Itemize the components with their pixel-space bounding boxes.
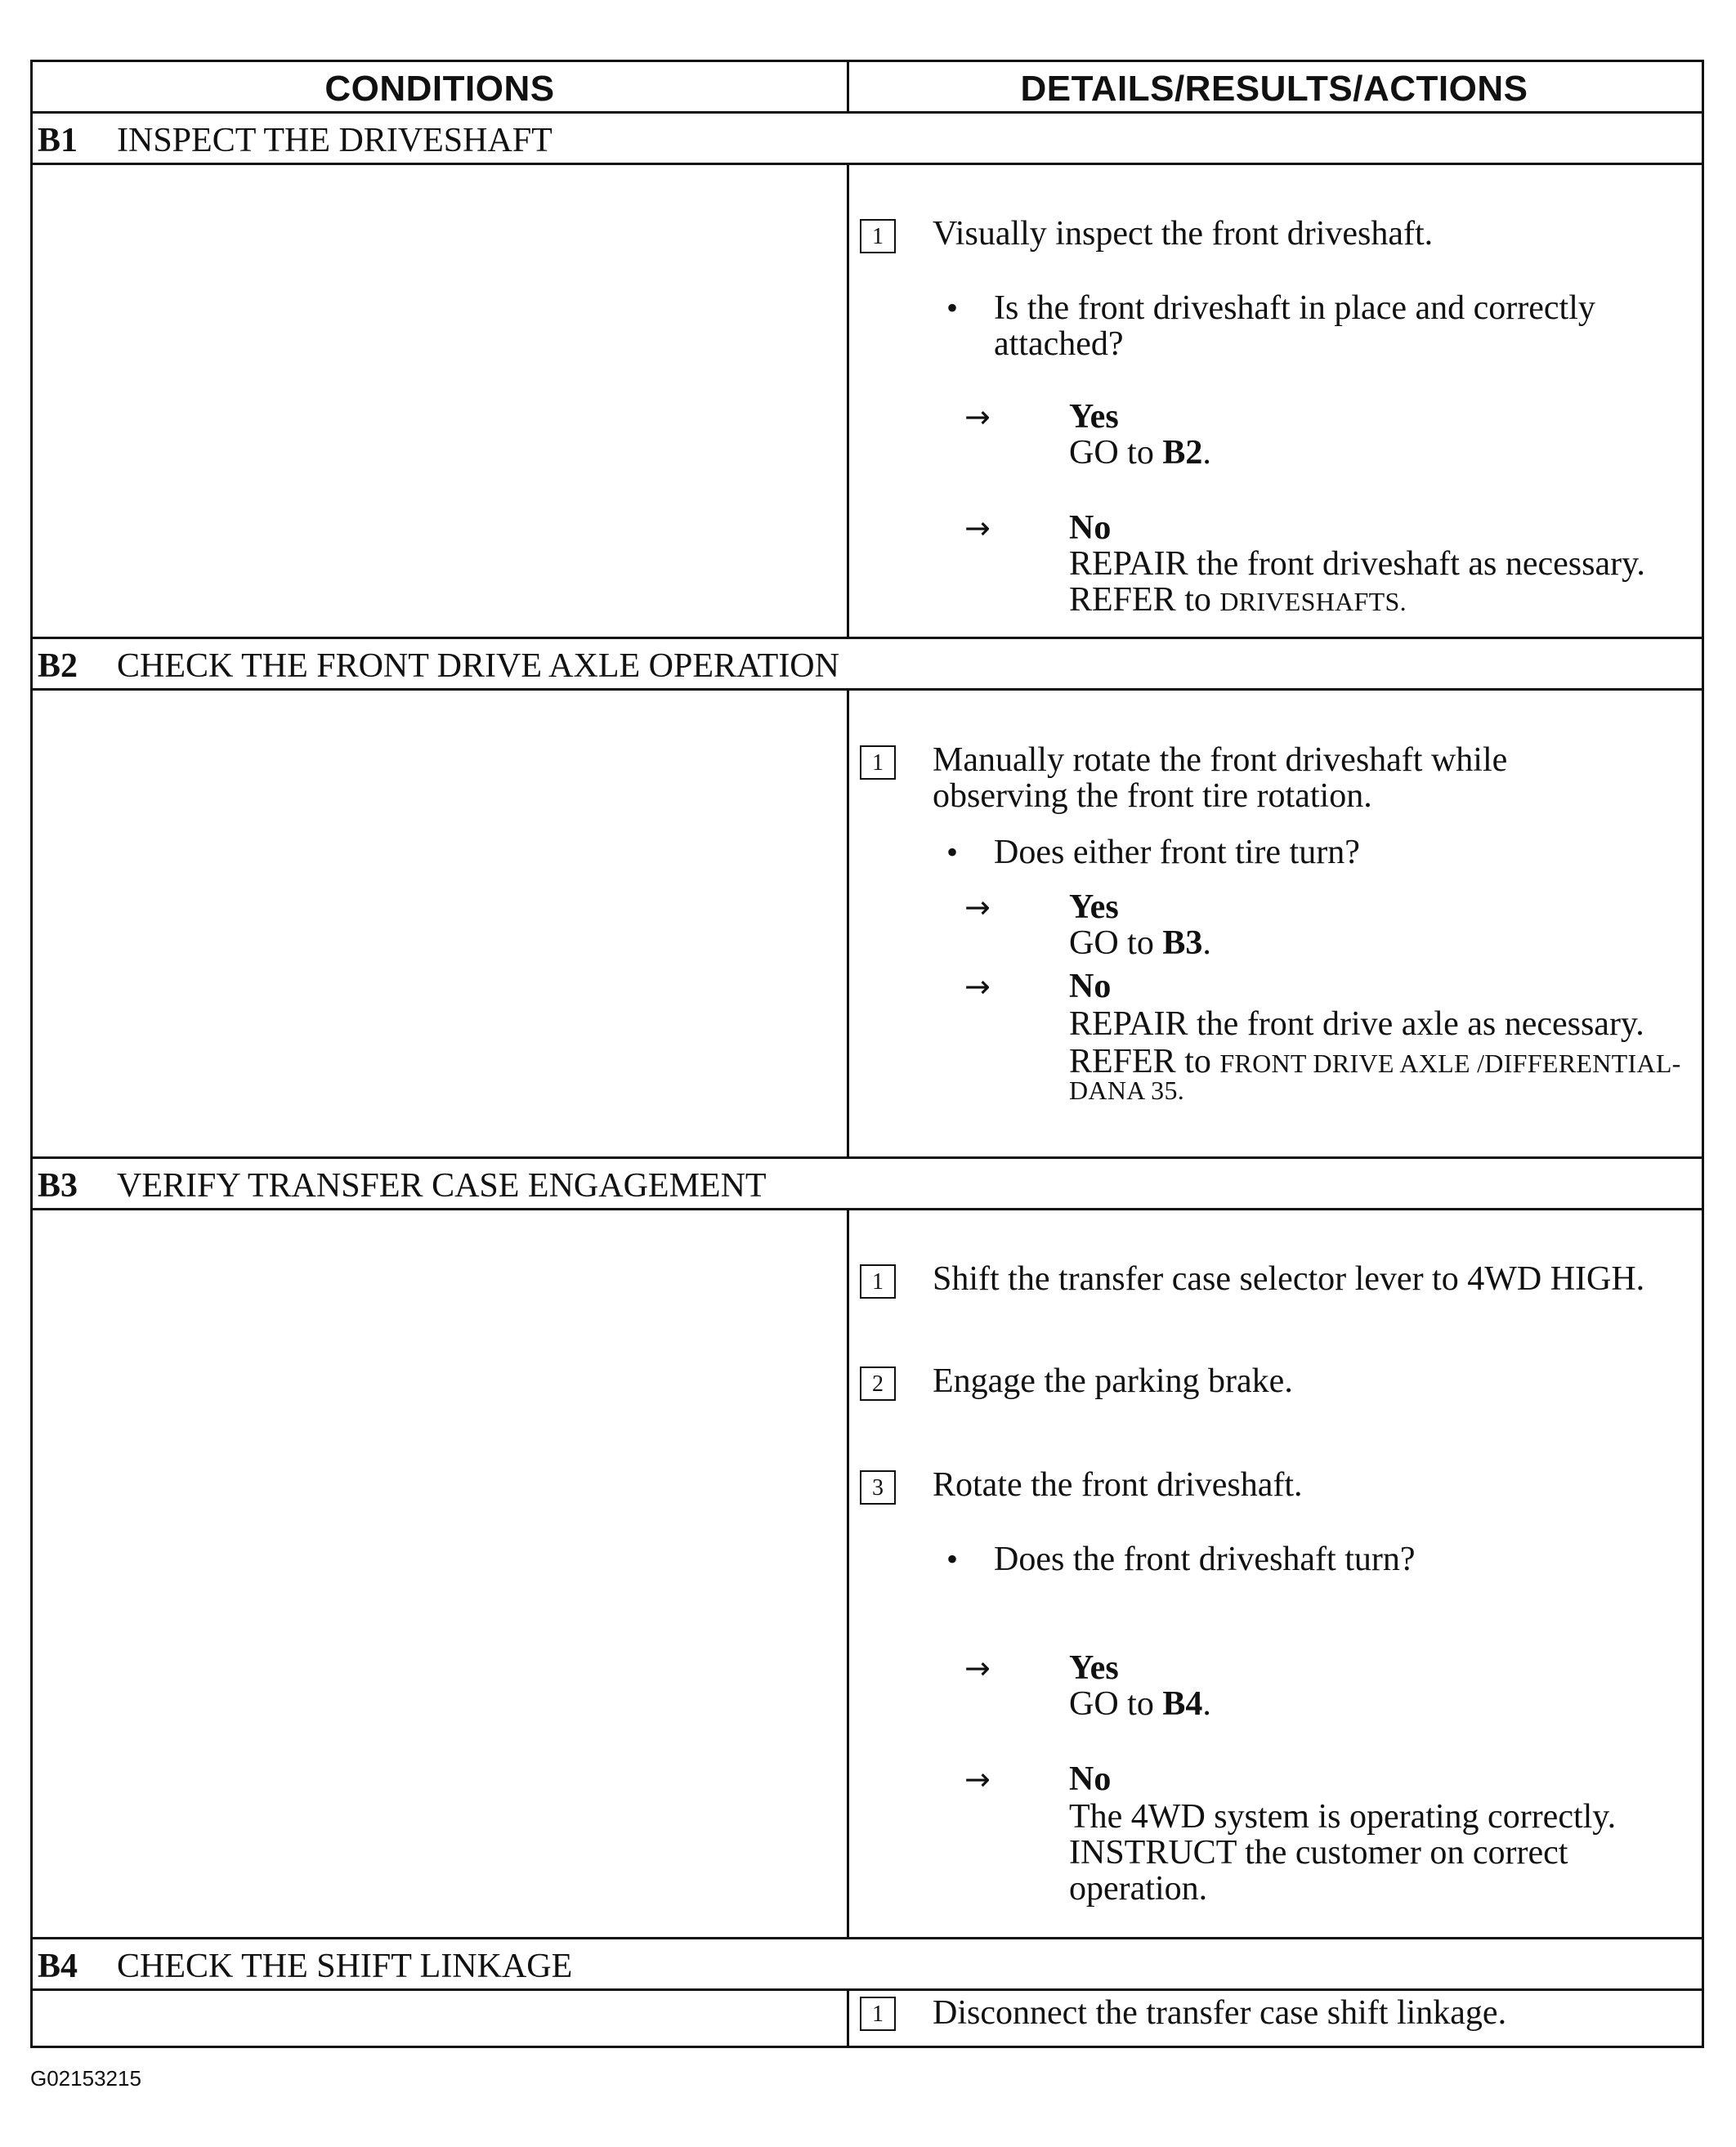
figure-code: G02153215 <box>30 2066 141 2091</box>
section-b3-body <box>33 1210 1702 1939</box>
arrow-icon: → <box>964 399 991 435</box>
answer-line: operation. <box>1069 1870 1208 1908</box>
section-title: VERIFY TRANSFER CASE ENGAGEMENT <box>117 1167 767 1205</box>
section-id: B1 <box>38 122 78 159</box>
arrow-icon: → <box>964 510 991 546</box>
answer-label: Yes <box>1069 398 1119 436</box>
answer-refer: REFER to FRONT DRIVE AXLE /DIFFERENTIAL- <box>1069 1043 1681 1080</box>
step-text: Engage the parking brake. <box>933 1362 1293 1400</box>
section-b4-body <box>33 1991 1702 2046</box>
question <box>946 1541 1677 1578</box>
answer-label: Yes <box>1069 888 1119 926</box>
arrow-icon: → <box>964 968 991 1004</box>
diagnostic-table <box>30 60 1704 2048</box>
column-divider <box>847 165 849 639</box>
answer-refer: REFER to DRIVESHAFTS. <box>1069 581 1407 619</box>
step-number-box: 1 <box>860 745 896 780</box>
section-title: CHECK THE FRONT DRIVE AXLE OPERATION <box>117 647 839 685</box>
answer-action: GO to B3. <box>1069 924 1211 962</box>
column-divider <box>847 62 849 114</box>
section-title: CHECK THE SHIFT LINKAGE <box>117 1948 573 1985</box>
section-b3-heading <box>33 1159 1702 1210</box>
section-b2-body <box>33 691 1702 1159</box>
section-id: B3 <box>38 1167 78 1205</box>
conditions-header: CONDITIONS <box>324 69 555 109</box>
answer-action: GO to B4. <box>1069 1685 1211 1723</box>
step-number-box: 1 <box>860 1264 896 1299</box>
column-divider <box>847 1210 849 1939</box>
answer-label: No <box>1069 1760 1112 1798</box>
section-b1-body <box>33 165 1702 639</box>
arrow-icon: → <box>964 1650 991 1686</box>
answer-refer-cont: DANA 35. <box>1069 1076 1185 1105</box>
arrow-icon: → <box>964 889 991 925</box>
step-text: Rotate the front driveshaft. <box>933 1466 1303 1504</box>
answer-action: REPAIR the front driveshaft as necessary. <box>1069 545 1645 583</box>
step-number-box: 2 <box>860 1366 896 1401</box>
details-header: DETAILS/RESULTS/ACTIONS <box>1020 69 1528 109</box>
arrow-icon: → <box>964 1761 991 1797</box>
answer-action: REPAIR the front drive axle as necessary. <box>1069 1005 1644 1043</box>
step-text: Manually rotate the front driveshaft while observing the front tire rotation. <box>933 741 1508 815</box>
question-text: Does the front driveshaft turn? <box>994 1541 1416 1578</box>
section-b1-heading <box>33 114 1702 165</box>
step-number-box: 1 <box>860 219 896 253</box>
step-number-box: 3 <box>860 1470 896 1505</box>
section-b4-heading <box>33 1939 1702 1991</box>
question-text: Is the front driveshaft in place and correctly attached? <box>994 289 1595 363</box>
answer-line: INSTRUCT the customer on correct <box>1069 1834 1568 1872</box>
column-divider <box>847 691 849 1159</box>
step-text: Visually inspect the front driveshaft. <box>933 215 1434 253</box>
question <box>946 289 1677 363</box>
section-id: B4 <box>38 1948 78 1985</box>
section-id: B2 <box>38 647 78 685</box>
bullet-icon: • <box>946 1541 959 1577</box>
section-title: INSPECT THE DRIVESHAFT <box>117 122 553 159</box>
column-divider <box>847 1991 849 2046</box>
answer-action: GO to B2. <box>1069 434 1211 472</box>
answer-label: No <box>1069 509 1112 547</box>
table-header <box>33 62 1702 114</box>
step-text: Shift the transfer case selector lever to 4WD HIGH. <box>933 1260 1645 1298</box>
question-text: Does either front tire turn? <box>994 834 1360 871</box>
answer-label: Yes <box>1069 1649 1119 1687</box>
step-number-box: 1 <box>860 1997 896 2031</box>
bullet-icon: • <box>946 289 959 326</box>
answer-line: The 4WD system is operating correctly. <box>1069 1798 1617 1836</box>
bullet-icon: • <box>946 834 959 870</box>
question <box>946 834 1677 871</box>
section-b2-heading <box>33 639 1702 691</box>
answer-label: No <box>1069 968 1112 1005</box>
step-text: Disconnect the transfer case shift linkage. <box>933 1994 1507 2032</box>
